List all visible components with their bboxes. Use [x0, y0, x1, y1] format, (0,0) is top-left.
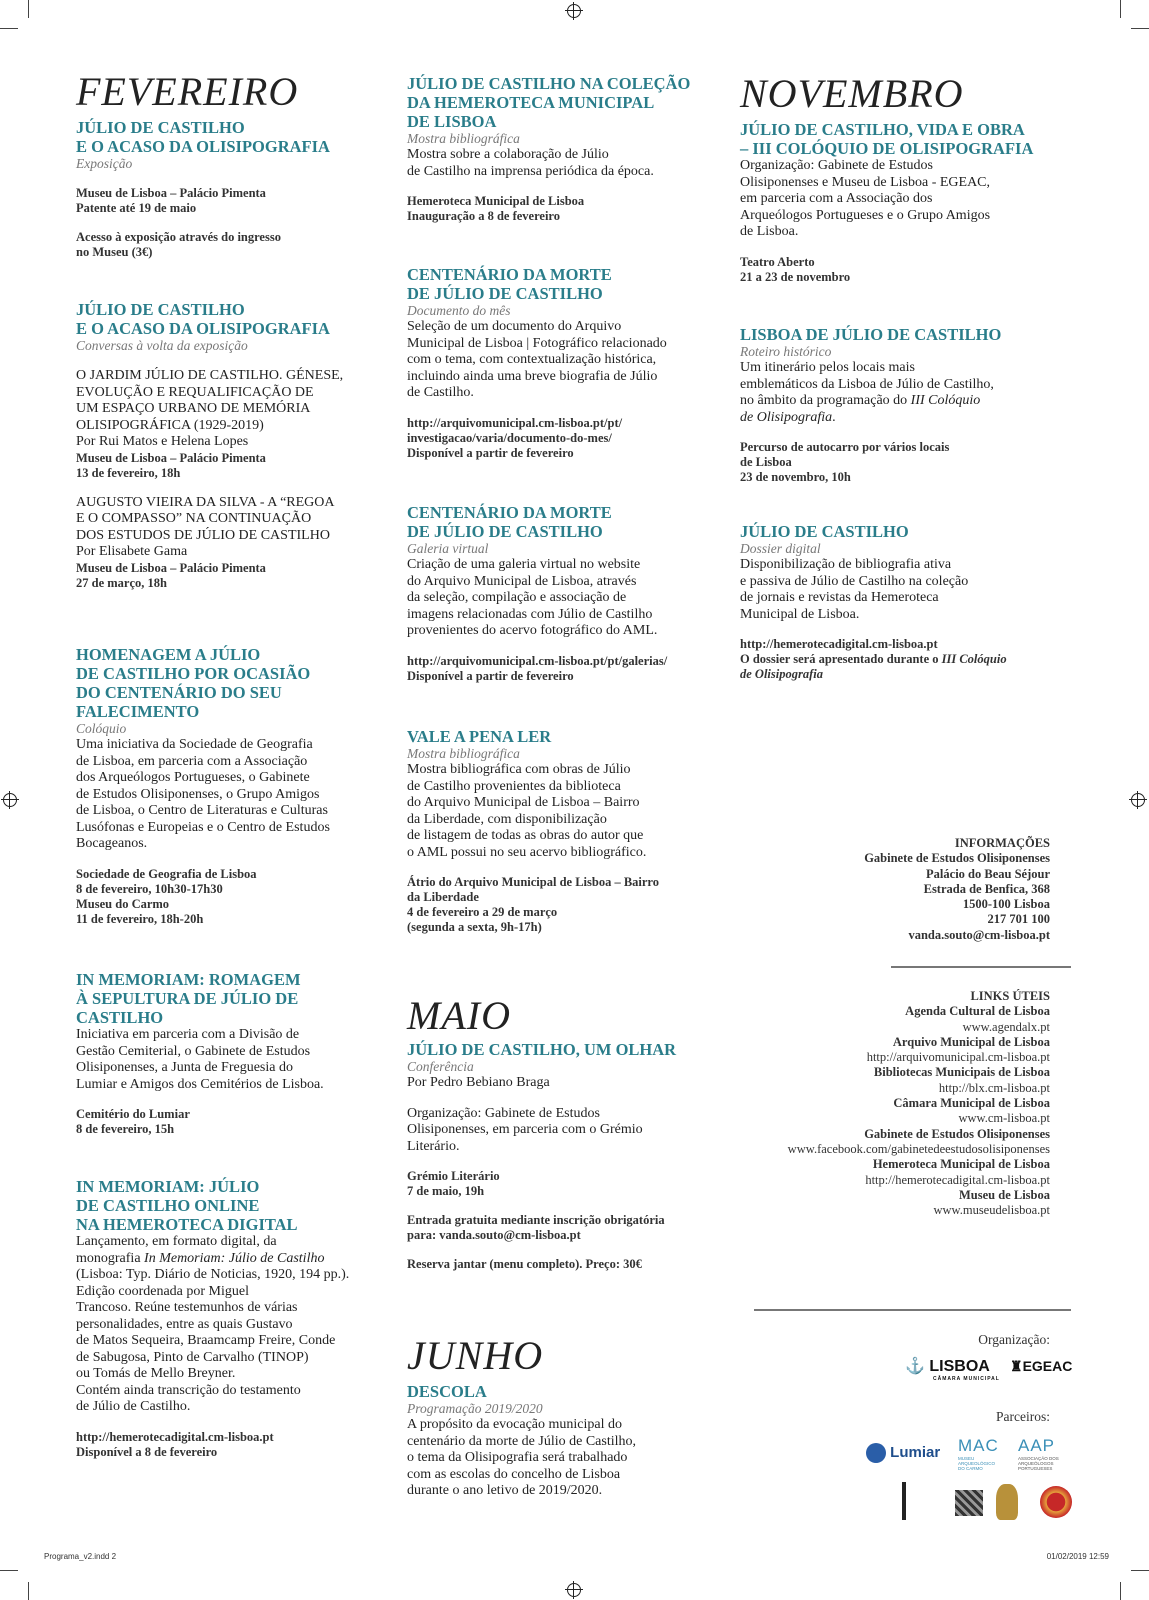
- text-line: Organização: Gabinete de Estudos: [407, 1105, 600, 1121]
- text-line: de Sabugosa, Pinto de Carvalho (TINOP): [76, 1349, 309, 1365]
- link-url[interactable]: www.facebook.com/gabinetedeestudosolisiponenses: [787, 1141, 1050, 1156]
- text-line: DOS ESTUDOS DE JÚLIO DE CASTILHO: [76, 527, 330, 543]
- divider: [754, 1309, 1071, 1311]
- event-details: [76, 561, 396, 591]
- event-title: DESCOLA: [407, 1382, 487, 1401]
- text-segment: monografia: [76, 1250, 145, 1266]
- event-block: [76, 1177, 396, 1460]
- text-line: Disponível a 8 de fevereiro: [76, 1444, 218, 1459]
- event-details: [740, 255, 1060, 285]
- event-block: [407, 265, 727, 461]
- text-line: Literário.: [407, 1138, 460, 1154]
- text-line: 4 de fevereiro a 29 de março: [407, 905, 558, 919]
- text-line: provenientes do acervo fotográfico do AML.: [407, 623, 658, 638]
- text-line: do Arquivo Municipal de Lisboa – Bairro: [407, 795, 640, 810]
- text-line: Seleção de um documento do Arquivo: [407, 319, 622, 334]
- text-line: para: vanda.souto@cm-lisboa.pt: [407, 1228, 581, 1242]
- text-line: AUGUSTO VIEIRA DA SILVA - A “REGOA: [76, 494, 335, 510]
- tree-icon: [866, 1443, 886, 1463]
- text-line: Olisiponenses, em parceria com o Grémio: [407, 1122, 643, 1137]
- link-name: Bibliotecas Municipais de Lisboa: [873, 1065, 1050, 1080]
- text-line: Lusófonas e Europeias e o Centro de Estudos: [76, 819, 330, 835]
- text-line: Cemitério do Lumiar: [76, 1107, 190, 1121]
- text-line: Gestão Cemiterial, o Gabinete de Estudos: [76, 1043, 311, 1059]
- event-description: [740, 360, 1060, 426]
- text-line: no Museu (3€): [76, 245, 153, 259]
- event-type: Exposição: [76, 156, 133, 171]
- text-line: E O COMPASSO” NA CONTINUAÇÃO: [76, 511, 312, 526]
- text-line: Museu do Carmo: [76, 896, 170, 911]
- month-heading-november: NOVEMBRO: [740, 71, 964, 116]
- text-line: [740, 652, 1060, 667]
- text-line: personalidades, entre as quais Gustavo: [76, 1316, 293, 1332]
- event-description: [76, 737, 396, 853]
- event-description: [407, 1417, 727, 1500]
- event-block: [407, 1382, 727, 1500]
- text-line: Municipal de Lisboa | Fotográfico relacionado: [407, 335, 667, 351]
- event-description: [740, 557, 1060, 623]
- partner-logo-seal: [1040, 1486, 1072, 1518]
- text-line: da seleção, compilação e associação de: [407, 590, 627, 605]
- text-line: com as escolas do concelho de Lisboa: [407, 1466, 621, 1482]
- text-line: Arqueólogos Portugueses e o Grupo Amigos: [740, 207, 991, 223]
- text-line: de Castilho.: [407, 385, 474, 400]
- month-heading-may: MAIO: [407, 993, 511, 1038]
- text-line: 21 a 23 de novembro: [740, 269, 851, 284]
- text-line: Edição coordenada por Miguel: [76, 1283, 249, 1299]
- event-type: Programação 2019/2020: [407, 1401, 543, 1416]
- italic-title: de Olisipografia: [740, 409, 833, 425]
- partner-logo-tower: [902, 1482, 906, 1520]
- text-line: O JARDIM JÚLIO DE CASTILHO. GÉNESE,: [76, 368, 344, 383]
- partner-logo-crest: [955, 1490, 983, 1516]
- event-block: [76, 970, 396, 1137]
- event-block: [76, 118, 396, 260]
- text-segment: .: [832, 409, 836, 425]
- aap-logo: AAP ASSOCIAÇÃO DOS ARQUEÓLOGOS PORTUGUESES: [1018, 1436, 1059, 1471]
- text-line: http://arquivomunicipal.cm-lisboa.pt/pt/: [407, 415, 623, 430]
- lisboa-logo: ⚓ LISBOA CÂMARA MUNICIPAL: [905, 1358, 1000, 1382]
- text-line: Lumiar e Amigos dos Cemitérios de Lisboa.: [76, 1076, 324, 1092]
- crop-mark: [1120, 1582, 1121, 1600]
- link-name: Museu de Lisboa: [959, 1187, 1050, 1202]
- text-line: 27 de março, 18h: [76, 575, 167, 590]
- text-line: Patente até 19 de maio: [76, 201, 197, 215]
- text-line: dos Arqueólogos Portugueses, o Gabinete: [76, 770, 310, 785]
- link-name: Arquivo Municipal de Lisboa: [892, 1034, 1050, 1049]
- partners-label: Parceiros:: [996, 1409, 1050, 1424]
- crop-mark: [1131, 28, 1149, 29]
- text-line: Olisiponenses e Museu de Lisboa - EGEAC,: [740, 174, 991, 190]
- link-name: Agenda Cultural de Lisboa: [905, 1004, 1050, 1019]
- info-line: vanda.souto@cm-lisboa.pt: [908, 927, 1050, 942]
- event-description: [407, 319, 727, 402]
- event-block: [407, 1040, 727, 1272]
- text-line: Criação de uma galeria virtual no website: [407, 557, 641, 572]
- event-type: Galeria virtual: [407, 541, 489, 556]
- text-line: durante o ano letivo de 2019/2020.: [407, 1483, 603, 1498]
- crop-mark: [1131, 1570, 1149, 1571]
- text-line: Átrio do Arquivo Municipal de Lisboa – Bairro: [407, 875, 660, 889]
- event-details: [407, 1213, 727, 1243]
- event-details: [76, 867, 396, 927]
- crop-mark: [0, 1570, 18, 1571]
- event-block: [76, 300, 396, 591]
- event-details: [407, 1257, 727, 1272]
- event-title: HOMENAGEM A JÚLIO DE CASTILHO POR OCASIÃO DO CENTENÁRIO DO SEU FALECIMENTO: [76, 645, 311, 721]
- text-line: emblemáticos da Lisboa de Júlio de Castilho,: [740, 376, 994, 392]
- info-line: Palácio do Beau Séjour: [926, 866, 1050, 881]
- text-line: de jornais e revistas da Hemeroteca: [740, 590, 939, 605]
- link-name: Hemeroteca Municipal de Lisboa: [872, 1157, 1050, 1172]
- month-heading-june: JUNHO: [407, 1333, 544, 1378]
- text-line: 8 de fevereiro, 15h: [76, 1122, 175, 1136]
- crop-mark: [0, 28, 18, 29]
- registration-mark-icon: [3, 793, 17, 807]
- event-details: [76, 230, 396, 260]
- event-type: Mostra bibliográfica: [407, 131, 520, 146]
- text-line: (segunda a sexta, 9h-17h): [407, 920, 542, 934]
- text-line: Reserva jantar (menu completo). Preço: 30€: [407, 1257, 642, 1271]
- text-line: Municipal de Lisboa.: [740, 606, 860, 622]
- text-line: 8 de fevereiro, 10h30-17h30: [76, 881, 223, 896]
- text-line: Mostra sobre a colaboração de Júlio: [407, 147, 609, 162]
- event-description: [76, 1234, 396, 1416]
- text-line: [740, 393, 1060, 410]
- text-line: de Matos Sequeira, Braamcamp Freire, Conde: [76, 1333, 336, 1348]
- event-type: Conversas à volta da exposição: [76, 338, 248, 353]
- registration-mark-icon: [567, 1583, 581, 1597]
- text-line: Trancoso. Reúne testemunhos de várias: [76, 1300, 298, 1315]
- event-title: CENTENÁRIO DA MORTE DE JÚLIO DE CASTILHO: [407, 265, 612, 303]
- text-line: Percurso de autocarro por vários locais: [740, 440, 950, 454]
- event-description: [407, 1106, 727, 1156]
- text-line: Inauguração a 8 de fevereiro: [407, 209, 560, 223]
- event-block: [740, 120, 1060, 285]
- text-line: http://hemerotecadigital.cm-lisboa.pt: [76, 1429, 274, 1444]
- text-line: de listagem de todas as obras do autor que: [407, 828, 644, 843]
- text-line: o tema da Olisipografia será trabalhado: [407, 1450, 628, 1465]
- text-line: [740, 410, 1060, 427]
- event-title: JÚLIO DE CASTILHO: [740, 522, 909, 541]
- link-url[interactable]: www.cm-lisboa.pt: [958, 1111, 1050, 1126]
- info-line: 217 701 100: [987, 912, 1050, 927]
- text-line: (Lisboa: Typ. Diário de Noticias, 1920, 194 pp.).: [76, 1267, 350, 1282]
- event-details: [407, 1169, 727, 1199]
- text-line: de Lisboa, o Centro de Literaturas e Culturas: [76, 803, 328, 818]
- text-line: EVOLUÇÃO E REQUALIFICAÇÃO DE: [76, 384, 314, 400]
- link-url[interactable]: http://arquivomunicipal.cm-lisboa.pt: [866, 1050, 1050, 1065]
- links-section: [788, 989, 1050, 1218]
- text-line: Museu de Lisboa – Palácio Pimenta: [76, 560, 266, 575]
- italic-title: III Colóquio: [941, 652, 1007, 666]
- text-line: Por Rui Matos e Helena Lopes: [76, 434, 249, 449]
- text-line: Iniciativa em parceria com a Divisão de: [76, 1027, 300, 1042]
- event-title: VALE A PENA LER: [407, 727, 552, 746]
- text-line: de Estudos Olisiponenses, o Grupo Amigos: [76, 786, 320, 802]
- text-line: Teatro Aberto: [740, 254, 815, 269]
- registration-mark-icon: [567, 4, 581, 18]
- event-details: [76, 1430, 396, 1460]
- text-line: incluindo ainda uma breve biografia de Júlio: [407, 368, 658, 384]
- event-details: [740, 637, 1060, 682]
- event-title: JÚLIO DE CASTILHO NA COLEÇÃO DA HEMEROTECA MUNICIPAL DE LISBOA: [407, 74, 691, 131]
- egeac-icon: ♜: [1010, 1358, 1023, 1374]
- text-line: OLISIPOGRÁFICA (1929-2019): [76, 417, 264, 433]
- event-description: [407, 147, 727, 180]
- text-line: de Castilho provenientes da biblioteca: [407, 778, 621, 794]
- text-line: Organização: Gabinete de Estudos: [740, 158, 933, 173]
- event-description: [740, 158, 1060, 241]
- text-line: Por Elisabete Gama: [76, 544, 188, 559]
- anchor-icon: ⚓: [905, 1358, 925, 1375]
- egeac-logo: ♜EGEAC: [1010, 1358, 1073, 1374]
- mac-logo: MAC MUSEU ARQUEOLÓGICO DO CARMO: [958, 1436, 999, 1471]
- info-line: Estrada de Benfica, 368: [923, 881, 1050, 896]
- text-line: Mostra bibliográfica com obras de Júlio: [407, 762, 631, 777]
- event-details: [76, 451, 396, 481]
- text-line: com o tema, com contextualização histórica,: [407, 352, 657, 367]
- info-line: 1500-100 Lisboa: [962, 897, 1050, 912]
- event-details: [407, 194, 727, 224]
- italic-title: de Olisipografia: [740, 667, 823, 681]
- crop-mark: [1120, 0, 1121, 18]
- text-line: de Lisboa, em parceria com a Associação: [76, 753, 308, 769]
- text-line: Contém ainda transcrição do testamento: [76, 1382, 301, 1398]
- event-description: [76, 495, 396, 561]
- text-line: imagens relacionadas com Júlio de Castilho: [407, 606, 653, 622]
- text-line: [740, 667, 1060, 682]
- text-line: Entrada gratuita mediante inscrição obrigatória: [407, 1213, 665, 1227]
- link-url[interactable]: www.museudelisboa.pt: [933, 1203, 1050, 1218]
- text-line: do Arquivo Municipal de Lisboa, através: [407, 573, 637, 589]
- italic-title: In Memoriam: Júlio de Castilho: [144, 1250, 325, 1266]
- text-line: 23 de novembro, 10h: [740, 470, 851, 484]
- text-line: Hemeroteca Municipal de Lisboa: [407, 194, 585, 208]
- italic-title: III Colóquio: [910, 393, 981, 408]
- footer-timestamp: 01/02/2019 12:59: [1046, 1552, 1109, 1561]
- text-line: 13 de fevereiro, 18h: [76, 465, 181, 480]
- event-block: [407, 503, 727, 684]
- event-title: JÚLIO DE CASTILHO E O ACASO DA OLISIPOGRAFIA: [76, 300, 330, 338]
- text-line: A propósito da evocação municipal do: [407, 1417, 622, 1432]
- text-line: Sociedade de Geografia de Lisboa: [76, 866, 257, 881]
- text-line: Olisiponenses, a Junta de Freguesia do: [76, 1060, 293, 1075]
- event-description: [76, 368, 396, 451]
- crop-mark: [28, 1582, 29, 1600]
- event-block: [407, 727, 727, 935]
- text-line: investigacao/varia/documento-do-mes/: [407, 430, 612, 445]
- text-line: da Liberdade: [407, 890, 479, 904]
- info-line: Gabinete de Estudos Olisiponenses: [864, 851, 1050, 866]
- text-line: Um itinerário pelos locais mais: [740, 360, 915, 375]
- event-type: Dossier digital: [740, 541, 821, 556]
- text-line: Grémio Literário: [407, 1169, 500, 1183]
- event-description: [76, 1027, 396, 1093]
- event-description: [407, 1075, 727, 1092]
- footer-filename: Programa_v2.indd 2: [44, 1552, 117, 1561]
- text-line: o AML possui no seu acervo bibliográfico.: [407, 844, 647, 860]
- event-details: [407, 875, 727, 935]
- event-type: Conferência: [407, 1059, 474, 1074]
- text-line: 7 de maio, 19h: [407, 1184, 485, 1198]
- event-title: JÚLIO DE CASTILHO, UM OLHAR: [407, 1040, 677, 1059]
- event-title: JÚLIO DE CASTILHO, VIDA E OBRA – III COLÓQUIO DE OLISIPOGRAFIA: [740, 120, 1034, 158]
- text-line: Museu de Lisboa – Palácio Pimenta: [76, 186, 266, 200]
- month-heading-february: FEVEREIRO: [76, 69, 299, 114]
- event-type: Colóquio: [76, 721, 127, 736]
- event-details: [740, 440, 1060, 485]
- text-line: Bocageanos.: [76, 836, 148, 851]
- link-url[interactable]: www.agendalx.pt: [962, 1019, 1050, 1034]
- info-heading: INFORMAÇÕES: [954, 836, 1050, 850]
- text-line: centenário da morte de Júlio de Castilho,: [407, 1433, 636, 1449]
- event-title: JÚLIO DE CASTILHO E O ACASO DA OLISIPOGRAFIA: [76, 118, 330, 156]
- registration-mark-icon: [1131, 793, 1145, 807]
- text-line: e passiva de Júlio de Castilho na coleção: [740, 573, 969, 589]
- text-line: Lançamento, em formato digital, da: [76, 1234, 277, 1249]
- text-line: Disponibilização de bibliografia ativa: [740, 557, 952, 572]
- text-line: de Lisboa.: [740, 224, 799, 239]
- text-segment: no âmbito da programação do: [740, 393, 911, 408]
- text-line: Disponível a partir de fevereiro: [407, 668, 574, 683]
- text-line: http://hemerotecadigital.cm-lisboa.pt: [740, 637, 938, 651]
- links-heading: LINKS ÚTEIS: [970, 989, 1050, 1003]
- text-line: http://arquivomunicipal.cm-lisboa.pt/pt/galerias/: [407, 653, 668, 668]
- text-line: Acesso à exposição através do ingresso: [76, 230, 281, 244]
- text-line: em parceria com a Associação dos: [740, 191, 933, 206]
- event-title: IN MEMORIAM: ROMAGEM À SEPULTURA DE JÚLIO DE CASTILHO: [76, 970, 301, 1027]
- link-url[interactable]: http://hemerotecadigital.cm-lisboa.pt: [865, 1172, 1050, 1187]
- text-line: UM ESPAÇO URBANO DE MEMÓRIA: [76, 401, 311, 416]
- event-block: [407, 74, 727, 224]
- text-line: de Júlio de Castilho.: [76, 1399, 191, 1414]
- text-line: Uma iniciativa da Sociedade de Geografia: [76, 737, 313, 752]
- text-line: [76, 1251, 396, 1268]
- event-description: [407, 557, 727, 640]
- event-title: LISBOA DE JÚLIO DE CASTILHO: [740, 325, 1002, 344]
- event-type: Roteiro histórico: [740, 344, 832, 359]
- event-details: [407, 416, 727, 461]
- divider: [891, 966, 1071, 968]
- partner-logo-seahorse: [996, 1484, 1018, 1520]
- event-details: [76, 186, 396, 216]
- lumiar-logo: Lumiar: [866, 1443, 940, 1463]
- event-type: Mostra bibliográfica: [407, 746, 520, 761]
- text-line: ou Tomás de Mello Breyner.: [76, 1366, 236, 1381]
- info-section: [864, 836, 1050, 943]
- crop-mark: [28, 0, 29, 18]
- text-line: Por Pedro Bebiano Braga: [407, 1075, 550, 1090]
- text-line: 11 de fevereiro, 18h-20h: [76, 911, 204, 926]
- text-line: Disponível a partir de fevereiro: [407, 445, 574, 460]
- link-name: Gabinete de Estudos Olisiponenses: [864, 1126, 1050, 1141]
- text-segment: O dossier será apresentado durante o: [740, 652, 942, 666]
- event-title: IN MEMORIAM: JÚLIO DE CASTILHO ONLINE NA HEMEROTECA DIGITAL: [76, 1177, 298, 1234]
- link-name: Câmara Municipal de Lisboa: [893, 1096, 1050, 1111]
- event-details: [76, 1107, 396, 1137]
- link-url[interactable]: http://blx.cm-lisboa.pt: [938, 1080, 1050, 1095]
- text-line: da Liberdade, com disponibilização: [407, 811, 607, 827]
- event-type: Documento do mês: [407, 303, 511, 318]
- event-block: [76, 645, 396, 927]
- event-block: [740, 522, 1060, 682]
- event-description: [407, 762, 727, 861]
- event-details: [407, 654, 727, 684]
- organization-label: Organização:: [978, 1332, 1050, 1347]
- event-title: CENTENÁRIO DA MORTE DE JÚLIO DE CASTILHO: [407, 503, 612, 541]
- text-line: Museu de Lisboa – Palácio Pimenta: [76, 450, 266, 465]
- event-block: [740, 325, 1060, 485]
- text-line: de Lisboa: [740, 455, 792, 469]
- text-line: de Castilho na imprensa periódica da época.: [407, 163, 654, 179]
